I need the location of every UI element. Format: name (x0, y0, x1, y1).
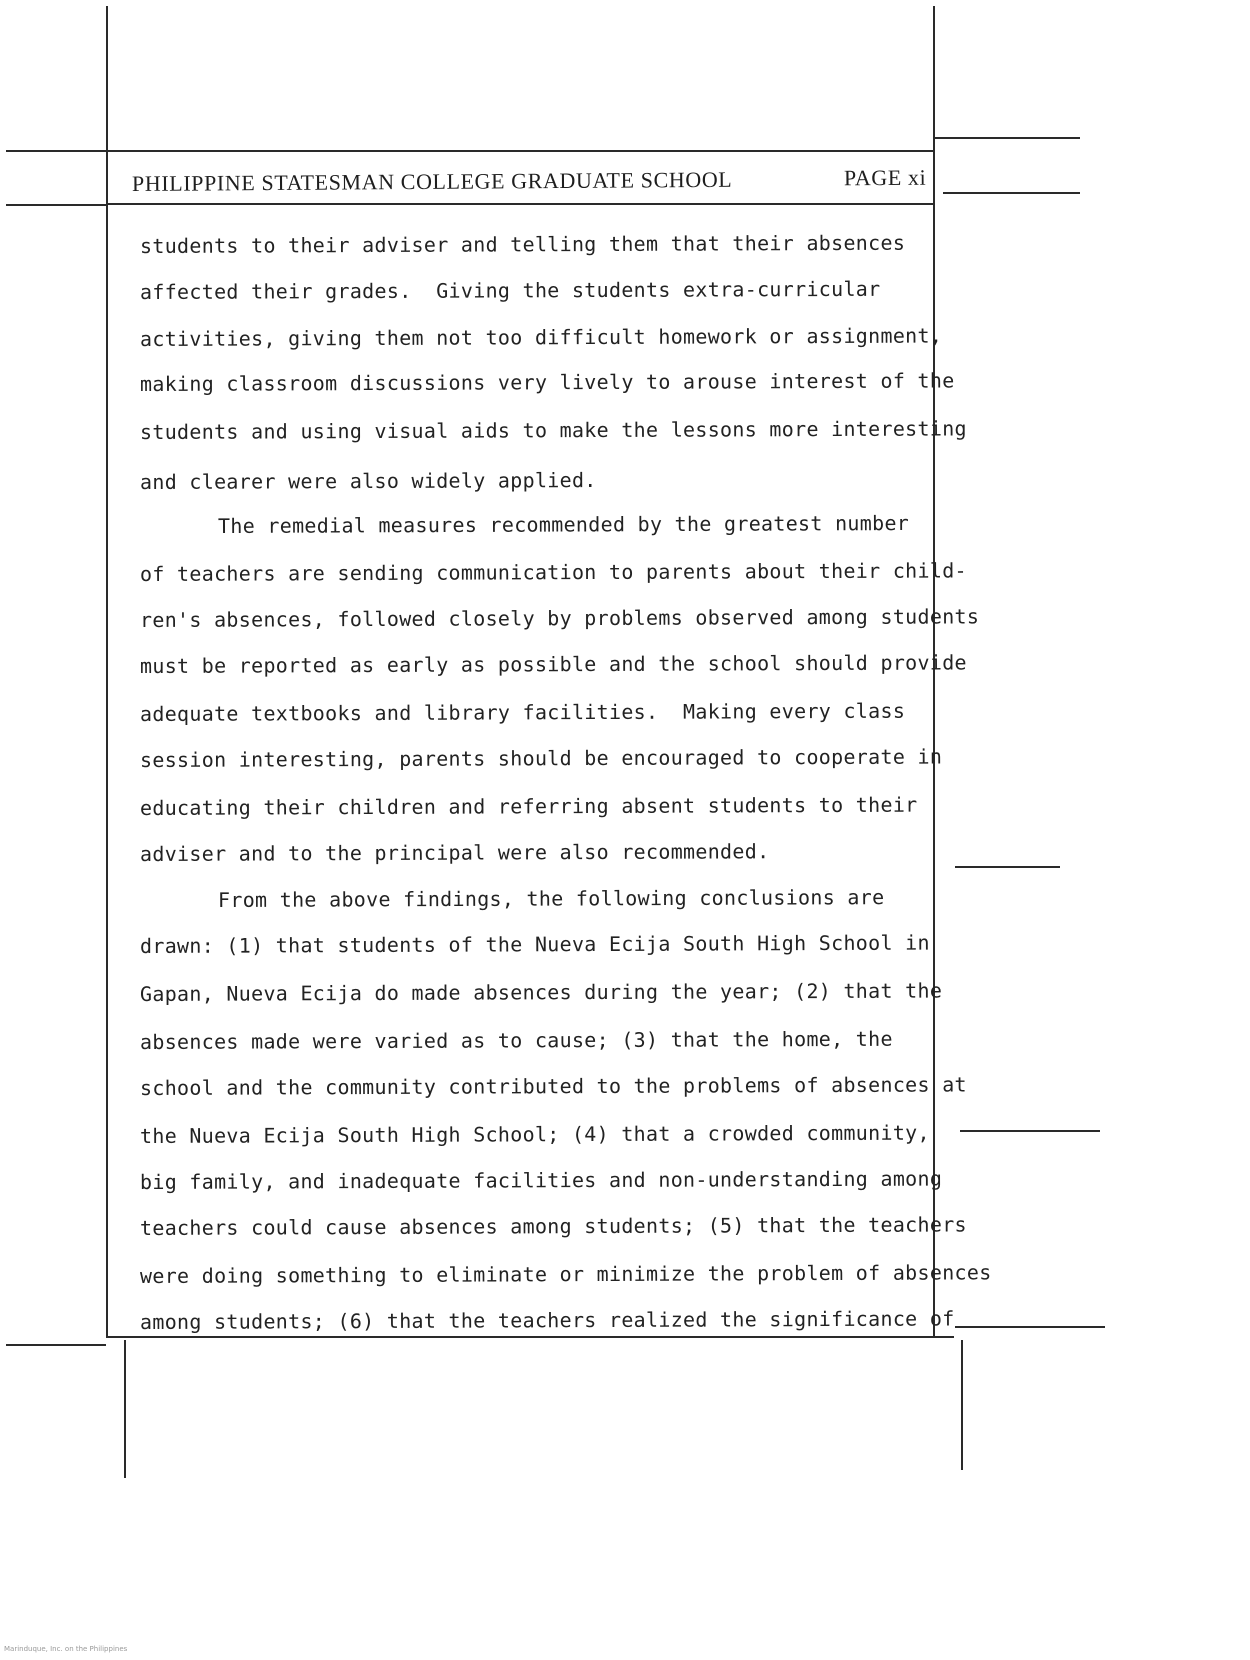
right-tick-mark (955, 866, 1060, 868)
right-tick-mark (955, 1326, 1105, 1328)
page-header (132, 163, 952, 203)
text-line: and clearer were also widely applied. (139, 468, 597, 494)
right-tick-mark (960, 1130, 1100, 1132)
text-line: activities, giving them not too difficult homework or assignment, (139, 323, 943, 351)
text-line: affected their grades. Giving the students extra-curricular (139, 276, 881, 304)
text-line: school and the community contributed to the problems of absences at (139, 1072, 967, 1100)
text-line: must be reported as early as possible and the school should provide (139, 650, 967, 678)
text-line: Gapan, Nueva Ecija do made absences during the year; (2) that the (139, 978, 943, 1006)
text-line: ren's absences, followed closely by problems observed among students (139, 604, 980, 632)
text-line: making classroom discussions very lively to arouse interest of the (139, 368, 955, 396)
right-tick-mark (935, 137, 1080, 139)
left-tick-mark (6, 150, 106, 152)
body-bottom-rule (106, 1336, 954, 1338)
page-number: PAGE xi (843, 164, 927, 191)
right-tick-mark (943, 192, 1080, 194)
text-line: The remedial measures recommended by the greatest number (217, 510, 910, 538)
header-bottom-rule (106, 203, 935, 205)
header-title: PHILIPPINE STATESMAN COLLEGE GRADUATE SCHOOL (131, 166, 733, 196)
text-line: the Nueva Ecija South High School; (4) that a crowded community, (139, 1120, 930, 1148)
scan-footer-note: Marinduque, Inc. on the Philippines (4, 1645, 128, 1653)
text-line: adequate textbooks and library facilities. Making every class (139, 698, 906, 726)
left-tick-mark (6, 1344, 106, 1346)
text-line: session interesting, parents should be encouraged to cooperate in (139, 744, 943, 772)
text-line: students and using visual aids to make the lessons more interesting (139, 416, 967, 444)
text-line: big family, and inadequate facilities and non-understanding among (139, 1166, 943, 1194)
text-line: were doing something to eliminate or minimize the problem of absences (139, 1260, 992, 1288)
left-margin-rule (106, 6, 108, 1338)
right-margin-rule-lower (961, 1340, 963, 1470)
text-line: teachers could cause absences among students; (5) that the teachers (139, 1212, 967, 1240)
text-line: educating their children and referring absent students to their (139, 792, 918, 820)
text-line: among students; (6) that the teachers realized the significance of (139, 1306, 955, 1334)
text-line: of teachers are sending communication to parents about their child- (139, 558, 967, 586)
text-line: From the above findings, the following conclusions are (217, 885, 885, 912)
text-line: adviser and to the principal were also recommended. (139, 839, 770, 866)
left-tick-mark (6, 204, 106, 206)
left-margin-rule-lower (124, 1340, 126, 1478)
text-line: students to their adviser and telling them that their absences (139, 230, 906, 258)
text-line: absences made were varied as to cause; (3) that the home, the (139, 1026, 893, 1054)
header-top-rule (106, 150, 935, 152)
text-line: drawn: (1) that students of the Nueva Ecija South High School in (139, 930, 930, 958)
